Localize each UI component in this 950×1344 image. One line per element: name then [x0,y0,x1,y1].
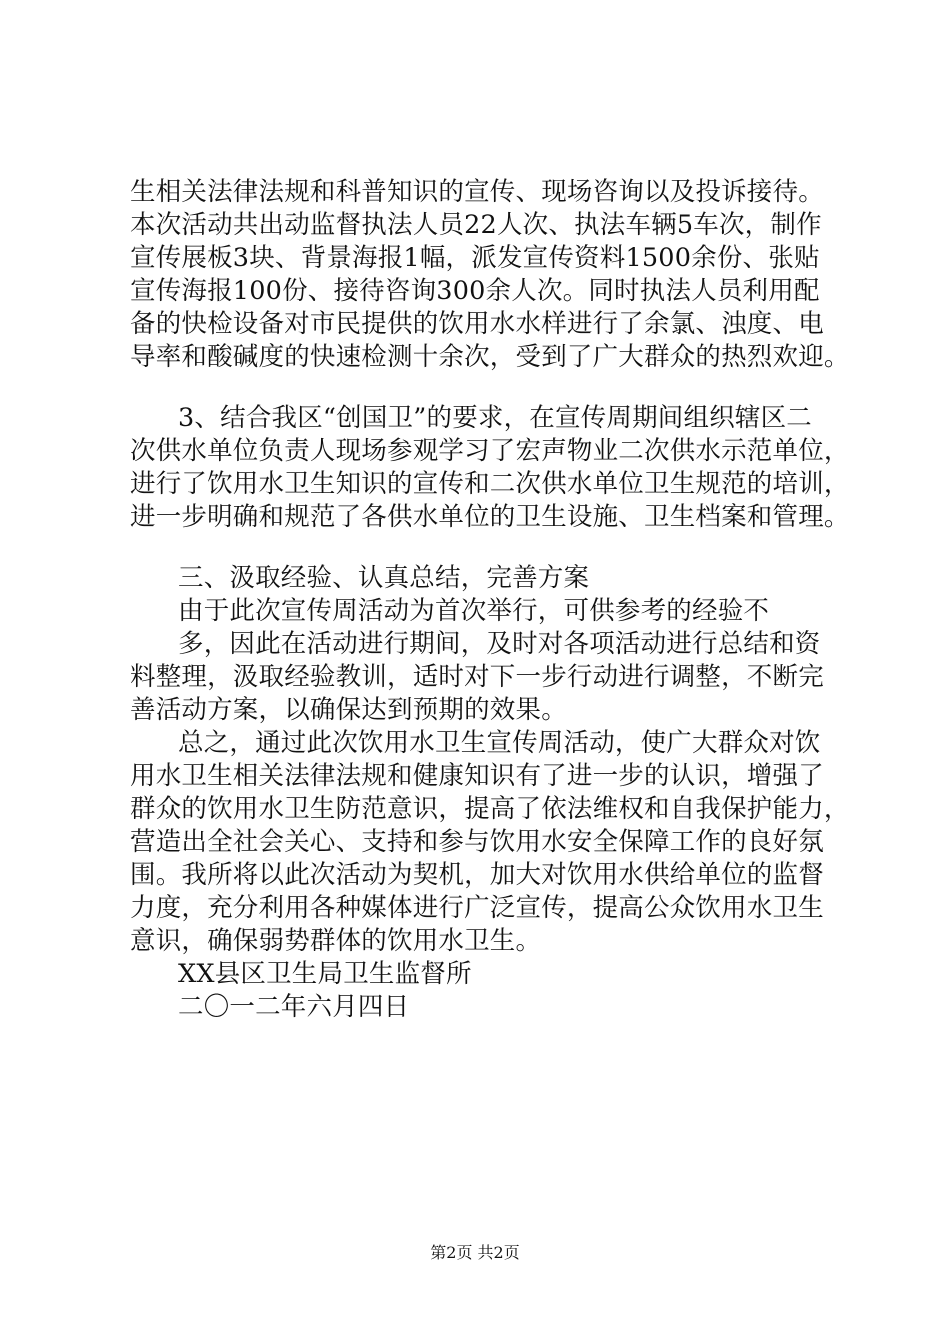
text-line: 总之，通过此次饮用水卫生宣传周活动，使广大群众对饮 [178,728,821,758]
signature-date: 二〇一二年六月四日 [178,992,410,1022]
text-line: 宣传展板3块、背景海报1幅，派发宣传资料1500余份、张贴 [130,243,820,273]
text-line: 生相关法律法规和科普知识的宣传、现场咨询以及投诉接待。 [130,177,824,207]
text-line: 用水卫生相关法律法规和健康知识有了进一步的认识，增强了 [130,761,824,791]
text-line: 本次活动共出动监督执法人员22人次、执法车辆5车次，制作 [130,210,822,240]
text-line: 善活动方案，以确保达到预期的效果。 [130,695,567,725]
text-line: 力度，充分利用各种媒体进行广泛宣传，提高公众饮用水卫生 [130,893,824,923]
text-line: 宣传海报100份、接待咨询300余人次。同时执法人员利用配 [130,276,820,306]
section-heading: 三、汲取经验、认真总结，完善方案 [178,563,590,593]
text-line: 群众的饮用水卫生防范意识，提高了依法维权和自我保护能力， [130,794,850,824]
text-line: 意识，确保弱势群体的饮用水卫生。 [130,926,542,956]
text-line: 围。我所将以此次活动为契机，加大对饮用水供给单位的监督 [130,860,824,890]
text-line: 备的快检设备对市民提供的饮用水水样进行了余氯、浊度、电 [130,309,824,339]
text-line: 由于此次宣传周活动为首次举行，可供参考的经验不 [178,596,770,626]
text-line: 营造出全社会关心、支持和参与饮用水安全保障工作的良好氛 [130,827,824,857]
text-line: 进一步明确和规范了各供水单位的卫生设施、卫生档案和管理。 [130,502,850,532]
page-footer: 第2页 共2页 [430,1243,520,1262]
text-line: 多，因此在活动进行期间，及时对各项活动进行总结和资 [178,629,821,659]
text-line: 料整理，汲取经验教训，适时对下一步行动进行调整，不断完 [130,662,824,692]
text-line: 导率和酸碱度的快速检测十余次，受到了广大群众的热烈欢迎。 [130,342,850,372]
text-line: 次供水单位负责人现场参观学习了宏声物业二次供水示范单位， [130,436,850,466]
signature-organization: XX县区卫生局卫生监督所 [178,959,472,989]
text-line: 3、结合我区“创国卫”的要求，在宣传周期间组织辖区二 [178,403,812,433]
text-line: 进行了饮用水卫生知识的宣传和二次供水单位卫生规范的培训， [130,469,850,499]
